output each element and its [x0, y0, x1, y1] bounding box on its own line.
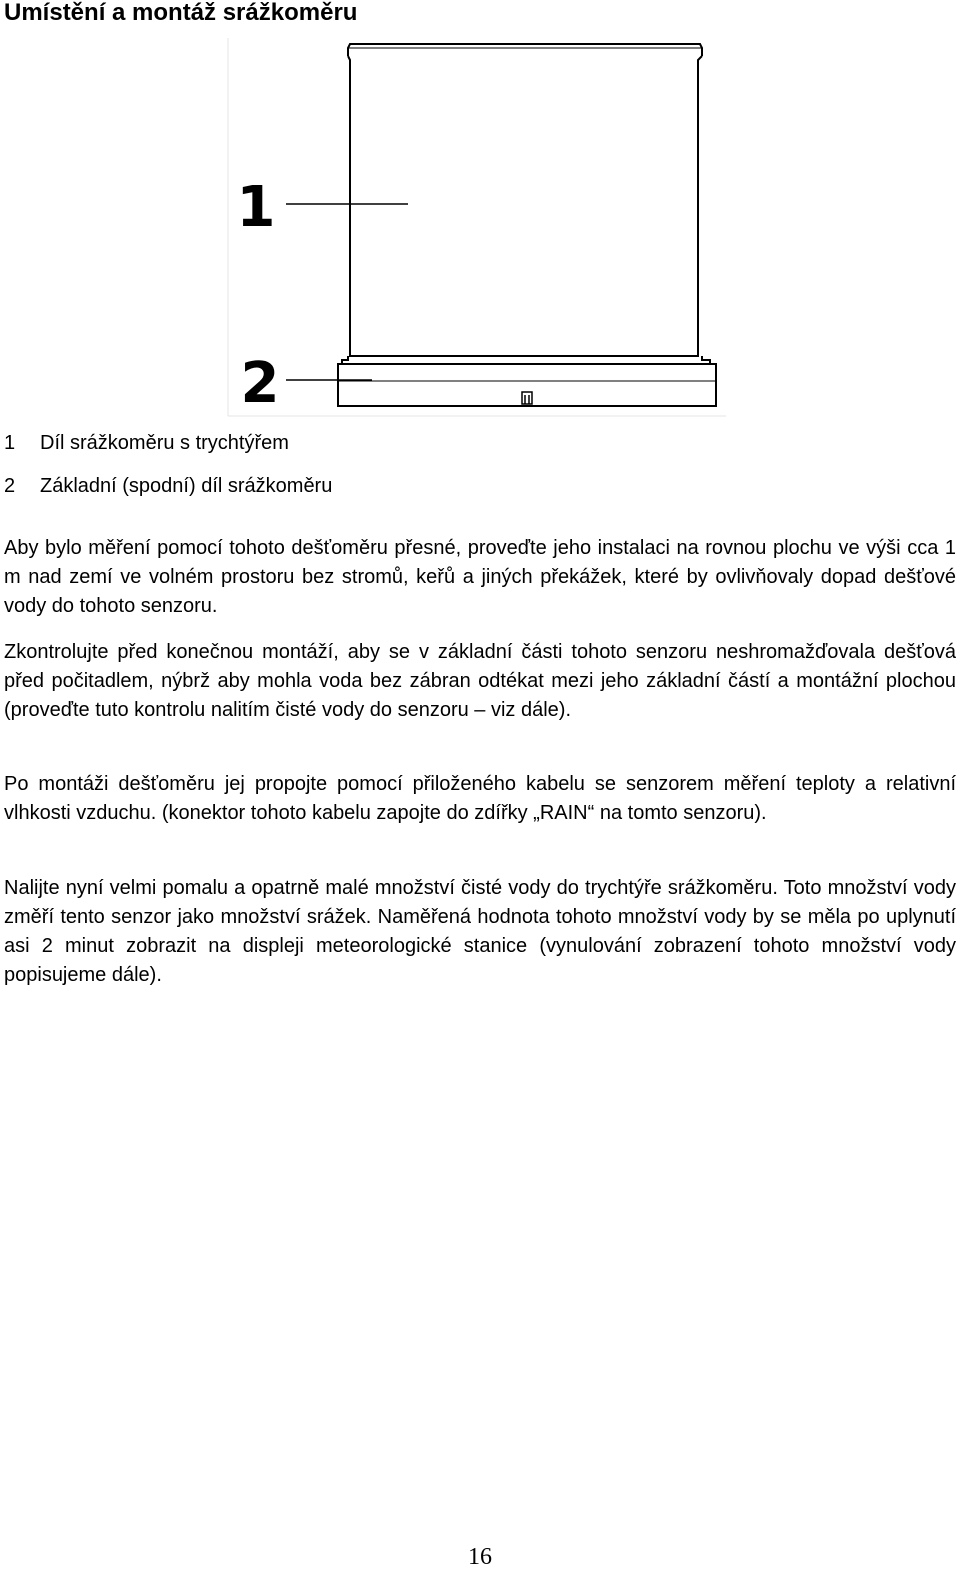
- paragraph-connection: Po montáži dešťoměru jej propojte pomocí přiloženého kabelu se senzorem měření teploty a relativní vlhkosti vzduchu. (konektor tohoto kabelu zapojte do zdířky „RAIN“ na tomto senzoru).: [4, 773, 956, 824]
- legend-text: Základní (spodní) díl srážkoměru: [40, 475, 333, 497]
- paragraph-installation: Aby bylo měření pomocí tohoto dešťoměru přesné, proveďte jeho instalaci na rovnou plochu ve výši cca 1 m nad zemí ve volném prostoru bez stromů, keřů a jiných překážek, které by ovlivňovaly dopad dešťové vody do tohoto senzoru.: [4, 537, 956, 617]
- page-number: 16: [468, 1544, 492, 1570]
- legend-item: [4, 475, 332, 497]
- rain-gauge-diagram: [226, 38, 728, 418]
- legend-number: 1: [4, 432, 16, 454]
- paragraph-test: Nalijte nyní velmi pomalu a opatrně malé množství čisté vody do trychtýře srážkoměru. Toto množství vody změří tento senzor jako množství srážek. Naměřená hodnota tohoto množství vody by se měla po uplynutí asi 2 minut zobrazit na displeji meteorologické stanice (vynulování zobrazení tohoto množství vody popisujeme dále).: [4, 877, 956, 986]
- paragraph-check: Zkontrolujte před konečnou montáží, aby se v základní části tohoto senzoru neshromažďovala dešťová před počitadlem, nýbrž aby mohla voda bez zábran odtékat mezi jeho základní částí a montážní plochou (proveďte tuto kontrolu nalitím čisté vody do senzoru – viz dále).: [4, 641, 956, 721]
- figure-legend: [4, 432, 332, 518]
- legend-item: [4, 432, 332, 454]
- page-title: Umístění a montáž srážkoměru: [4, 0, 358, 26]
- callout-label-1: 1: [236, 175, 276, 240]
- legend-text: Díl srážkoměru s trychtýřem: [40, 432, 289, 454]
- legend-number: 2: [4, 475, 16, 497]
- callout-label-2: 2: [240, 351, 280, 416]
